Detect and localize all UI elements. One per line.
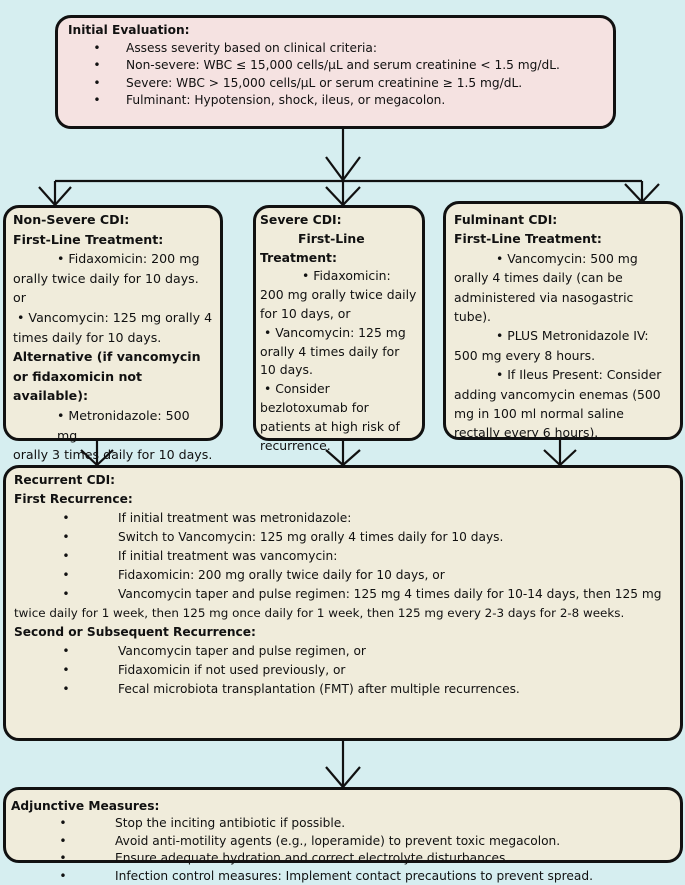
first-recurrence-title: First Recurrence:	[14, 492, 133, 506]
severe-subtitle: First-Line	[298, 230, 365, 246]
fulminant-cdi-box	[443, 201, 683, 440]
list-item: • If initial treatment was metronidazole:	[62, 511, 352, 525]
non-severe-cdi-box	[3, 205, 223, 463]
list-item: • Consider bezlotoxumab for patients at high risk of recurrence.	[260, 381, 404, 453]
list-item: • Vancomycin: 125 mg orally 4 times daily for 10 days.	[260, 324, 410, 378]
adjunctive-measures-box	[3, 787, 683, 883]
second-recurrence-title: Second or Subsequent Recurrence:	[14, 625, 256, 639]
severe-subtitle: Treatment:	[260, 249, 337, 265]
initial-evaluation-box	[55, 15, 616, 129]
list-item: orally twice daily for 10 days. or	[13, 270, 199, 306]
non-severe-title: Non-Severe CDI:	[13, 212, 130, 227]
fulminant-subtitle: First-Line Treatment:	[454, 231, 602, 247]
list-item: • PLUS Metronidazole IV: 500 mg every 8 hours.	[454, 328, 649, 363]
list-item: • Avoid anti-motility agents (e.g., loperamide) to prevent toxic megacolon.	[59, 833, 561, 848]
list-item: • Infection control measures: Implement contact precautions to prevent spread.	[59, 868, 593, 883]
list-item: • Assess severity based on clinical criteria:	[93, 40, 378, 55]
adjunctive-title: Adjunctive Measures:	[11, 799, 160, 813]
list-item: • Fidaxomicin: 200 mg orally twice daily for 10 days, or	[260, 268, 417, 321]
list-item: • Metronidazole: 500 mg	[57, 407, 190, 443]
list-item: • If initial treatment was vancomycin:	[62, 549, 338, 563]
list-item: • Severe: WBC > 15,000 cells/µL or serum creatinine ≥ 1.5 mg/dL.	[93, 75, 523, 90]
list-item: • Fidaxomicin if not used previously, or	[62, 663, 346, 677]
list-item: • Vancomycin: 125 mg orally 4	[13, 309, 213, 325]
severe-title: Severe CDI:	[260, 212, 342, 227]
list-item: • Vancomycin taper and pulse regimen: 125 mg 4 times daily for 10-14 days, then 125 mg	[62, 587, 662, 601]
fulminant-title: Fulminant CDI:	[454, 212, 558, 227]
list-item: • Non-severe: WBC ≤ 15,000 cells/µL and serum creatinine < 1.5 mg/dL.	[93, 58, 560, 73]
list-item: • Stop the inciting antibiotic if possible.	[59, 816, 346, 831]
recurrent-title: Recurrent CDI:	[14, 473, 116, 487]
non-severe-subtitle: First-Line Treatment:	[13, 231, 164, 247]
list-item: • Fidaxomicin: 200 mg	[57, 251, 200, 267]
list-item: • Ensure adequate hydration and correct electrolyte disturbances.	[59, 851, 510, 866]
list-item: • Vancomycin: 500 mg orally 4 times daily (can be administered via nasogastric tube).	[454, 250, 638, 325]
list-item-continuation: twice daily for 1 week, then 125 mg once daily for 1 week, then 125 mg every 2-3 days for 2-8 weeks.	[14, 606, 625, 620]
list-item: • Fulminant: Hypotension, shock, ileus, or megacolon.	[93, 93, 446, 108]
list-item: • Fidaxomicin: 200 mg orally twice daily for 10 days, or	[62, 568, 445, 582]
alternative-title: Alternative (if vancomycin or fidaxomicin not available):	[13, 349, 201, 404]
list-item: • If Ileus Present: Consider adding vancomycin enemas (500 mg in 100 ml normal saline rectally every 6 hours).	[454, 367, 662, 441]
list-item: • Vancomycin taper and pulse regimen, or	[62, 644, 366, 658]
list-item: orally 3 times daily for 10 days.	[13, 447, 213, 463]
list-item: times daily for 10 days.	[13, 329, 162, 345]
recurrent-cdi-box	[3, 465, 683, 741]
list-item: • Fecal microbiota transplantation (FMT) after multiple recurrences.	[62, 682, 520, 696]
severe-cdi-box	[253, 205, 425, 453]
list-item: • Switch to Vancomycin: 125 mg orally 4 times daily for 10 days.	[62, 530, 504, 544]
initial-evaluation-title: Initial Evaluation:	[68, 23, 190, 37]
